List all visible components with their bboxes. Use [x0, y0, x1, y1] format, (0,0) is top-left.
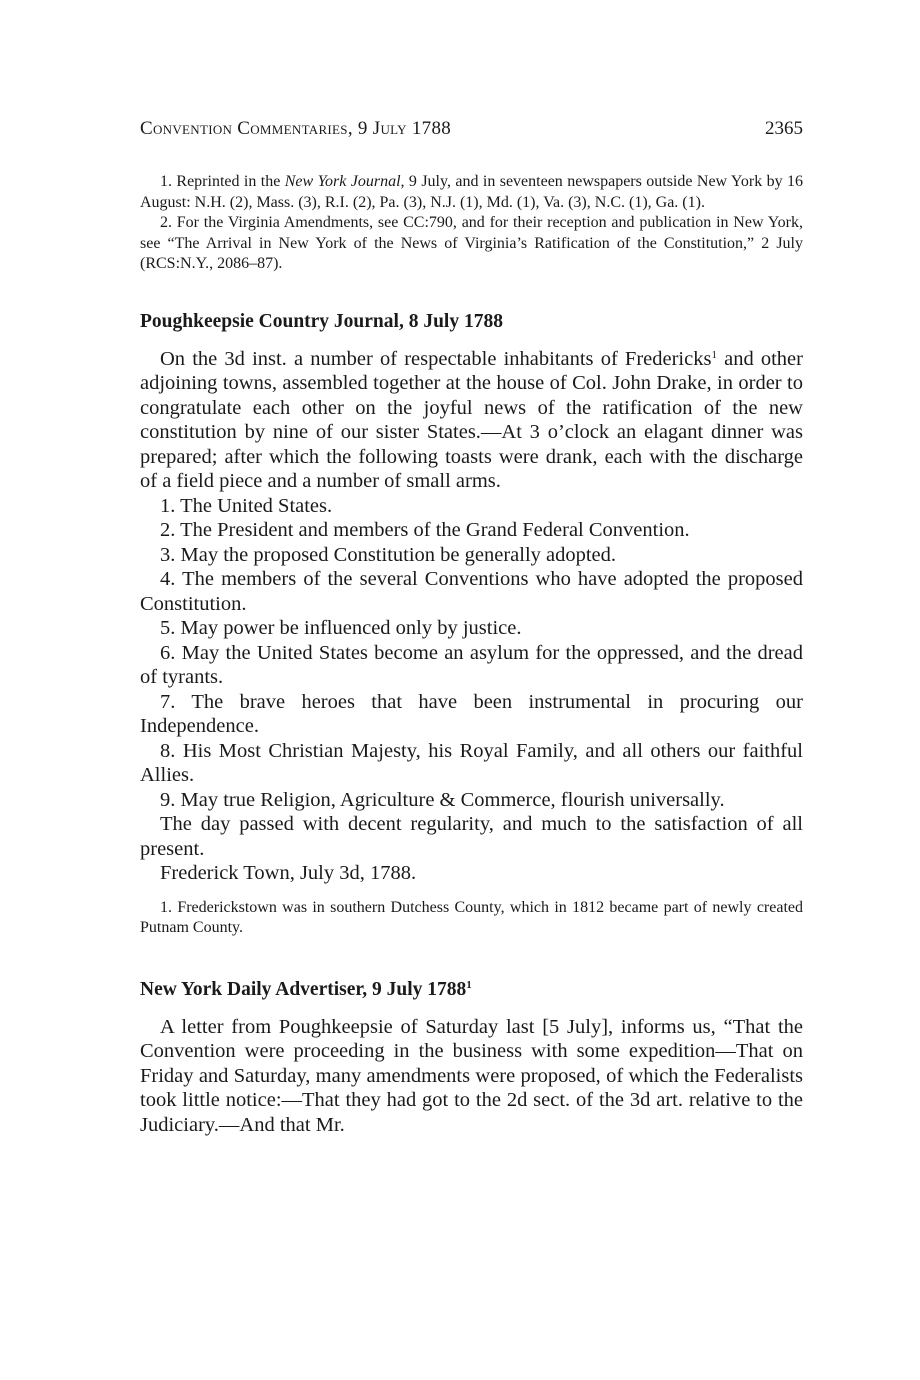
footnote-1: [140, 172, 803, 213]
top-footnotes: [140, 172, 803, 275]
letter-paragraph: A letter from Poughkeepsie of Saturday last [5 July], informs us, “That the Convention were proceeding in the business with some expedition—That on Friday and Saturday, many amendments were proposed, of which the Federalists took little notice:—That they had got to the 2d sect. of the 3d art. relative to the Judiciary.—And that Mr.: [140, 1015, 803, 1136]
toast-item: 4. The members of the several Conventions who have adopted the proposed Constitution.: [140, 568, 803, 615]
document-page: [140, 118, 803, 1137]
page-number: 2365: [765, 118, 803, 139]
footnote-1-text-post: 9 July, and in seventeen newspapers outside New York by 16 August: N.H. (2), Mass. (3), R.I. (2), Pa. (3), N.J. (1), Md. (1), Va. (3), N.C. (1), Ga. (1).: [140, 173, 803, 211]
toast-item: 6. May the United States become an asylum for the oppressed, and the dread of tyrants.: [140, 641, 803, 688]
section-heading-poughkeepsie: Poughkeepsie Country Journal, 8 July 1788: [140, 310, 503, 332]
toast-item: 3. May the proposed Constitution be generally adopted.: [160, 543, 617, 566]
intro-paragraph: [140, 347, 803, 494]
toast-item: 5. May power be influenced only by justice.: [160, 617, 522, 639]
toast-item: 9. May true Religion, Agriculture & Commerce, flourish universally.: [160, 788, 725, 811]
heading-footnote-ref: 1: [466, 978, 472, 991]
intro-text-post: and other adjoining towns, assembled together at the house of Col. John Drake, in order to congratulate each other on the joyful news of the ratification of the new constitution by nine of our sister States.—At 3 o’clock an elagant dinner was prepared; after which the following toasts were drank, each with the discharge of a field piece and a number of small arms.: [140, 347, 803, 492]
dateline: Frederick Town, July 3d, 1788.: [160, 862, 417, 884]
footnote-1-italic: New York Journal,: [284, 173, 405, 190]
footnote-2: 2. For the Virginia Amendments, see CC:790, and for their reception and publication in New York, see “The Arrival in New York of the News of Virginia’s Ratification of the Constitution,” 2 July (RCS:N.Y., 2086–87).: [140, 214, 803, 272]
section-heading-text: New York Daily Advertiser, 9 July 1788: [140, 978, 467, 1000]
running-head: [140, 118, 803, 152]
footnote-1-text-pre: 1. Reprinted in the: [160, 173, 285, 190]
closing-paragraph: The day passed with decent regularity, and much to the satisfaction of all present.: [140, 813, 803, 860]
toast-item: 8. His Most Christian Majesty, his Royal Family, and all others our faithful Allies.: [140, 739, 803, 786]
section-footnote-1: 1. Frederickstown was in southern Dutchess County, which in 1812 became part of newly created Putnam County.: [140, 898, 803, 936]
toast-list: [140, 494, 803, 813]
toast-item: 7. The brave heroes that have been instrumental in procuring our Independence.: [140, 690, 803, 737]
toast-item: 1. The United States.: [160, 494, 333, 517]
intro-text-pre: On the 3d inst. a number of respectable inhabitants of Fredericks: [160, 347, 712, 370]
toast-item: 2. The President and members of the Grand Federal Convention.: [160, 519, 690, 541]
section-heading-daily-advertiser: [140, 977, 803, 1003]
running-head-title: Convention Commentaries, 9 July 1788: [140, 118, 452, 139]
footnote-ref-1: 1: [711, 348, 717, 361]
